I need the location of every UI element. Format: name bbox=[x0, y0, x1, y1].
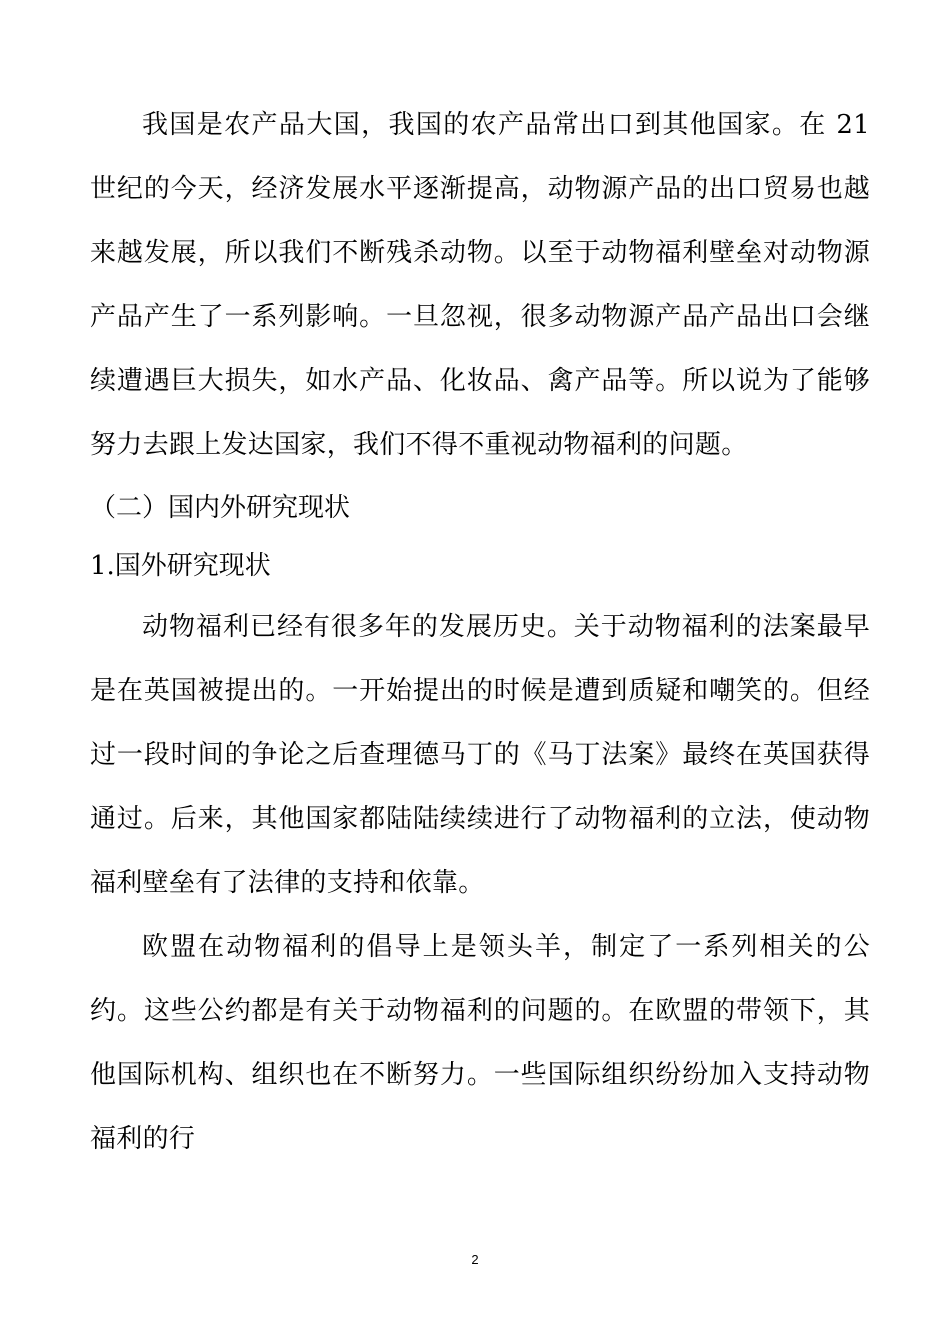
subsection-heading: 1.国外研究现状 bbox=[90, 551, 271, 581]
page-number: 2 bbox=[471, 1252, 479, 1267]
body-paragraph-3: 欧盟在动物福利的倡导上是领头羊，制定了一系列相关的公约。这些公约都是有关于动物福利的问题的。在欧盟的带领下，其他国际机构、组织也在不断努力。一些国际组织纷纷加入支持动物福利的行 bbox=[90, 932, 870, 1154]
section-heading: （二）国内外研究现状 bbox=[90, 493, 351, 523]
body-paragraph-1: 我国是农产品大国，我国的农产品常出口到其他国家。在 21 世纪的今天，经济发展水平逐渐提高，动物源产品的出口贸易也越来越发展，所以我们不断残杀动物。以至于动物福利壁垒对动物源产品产生了一系列影响。一旦忽视，很多动物源产品产品出口会继续遭遇巨大损失，如水产品、化妆品、禽产品等。所以说为了能够努力去跟上发达国家，我们不得不重视动物福利的问题。 bbox=[90, 110, 870, 460]
body-paragraph-2: 动物福利已经有很多年的发展历史。关于动物福利的法案最早是在英国被提出的。一开始提出的时候是遭到质疑和嘲笑的。但经过一段时间的争论之后查理德马丁的《马丁法案》最终在英国获得通过。后来，其他国家都陆陆续续进行了动物福利的立法，使动物福利壁垒有了法律的支持和依靠。 bbox=[90, 612, 870, 898]
page-body bbox=[90, 93, 870, 1171]
